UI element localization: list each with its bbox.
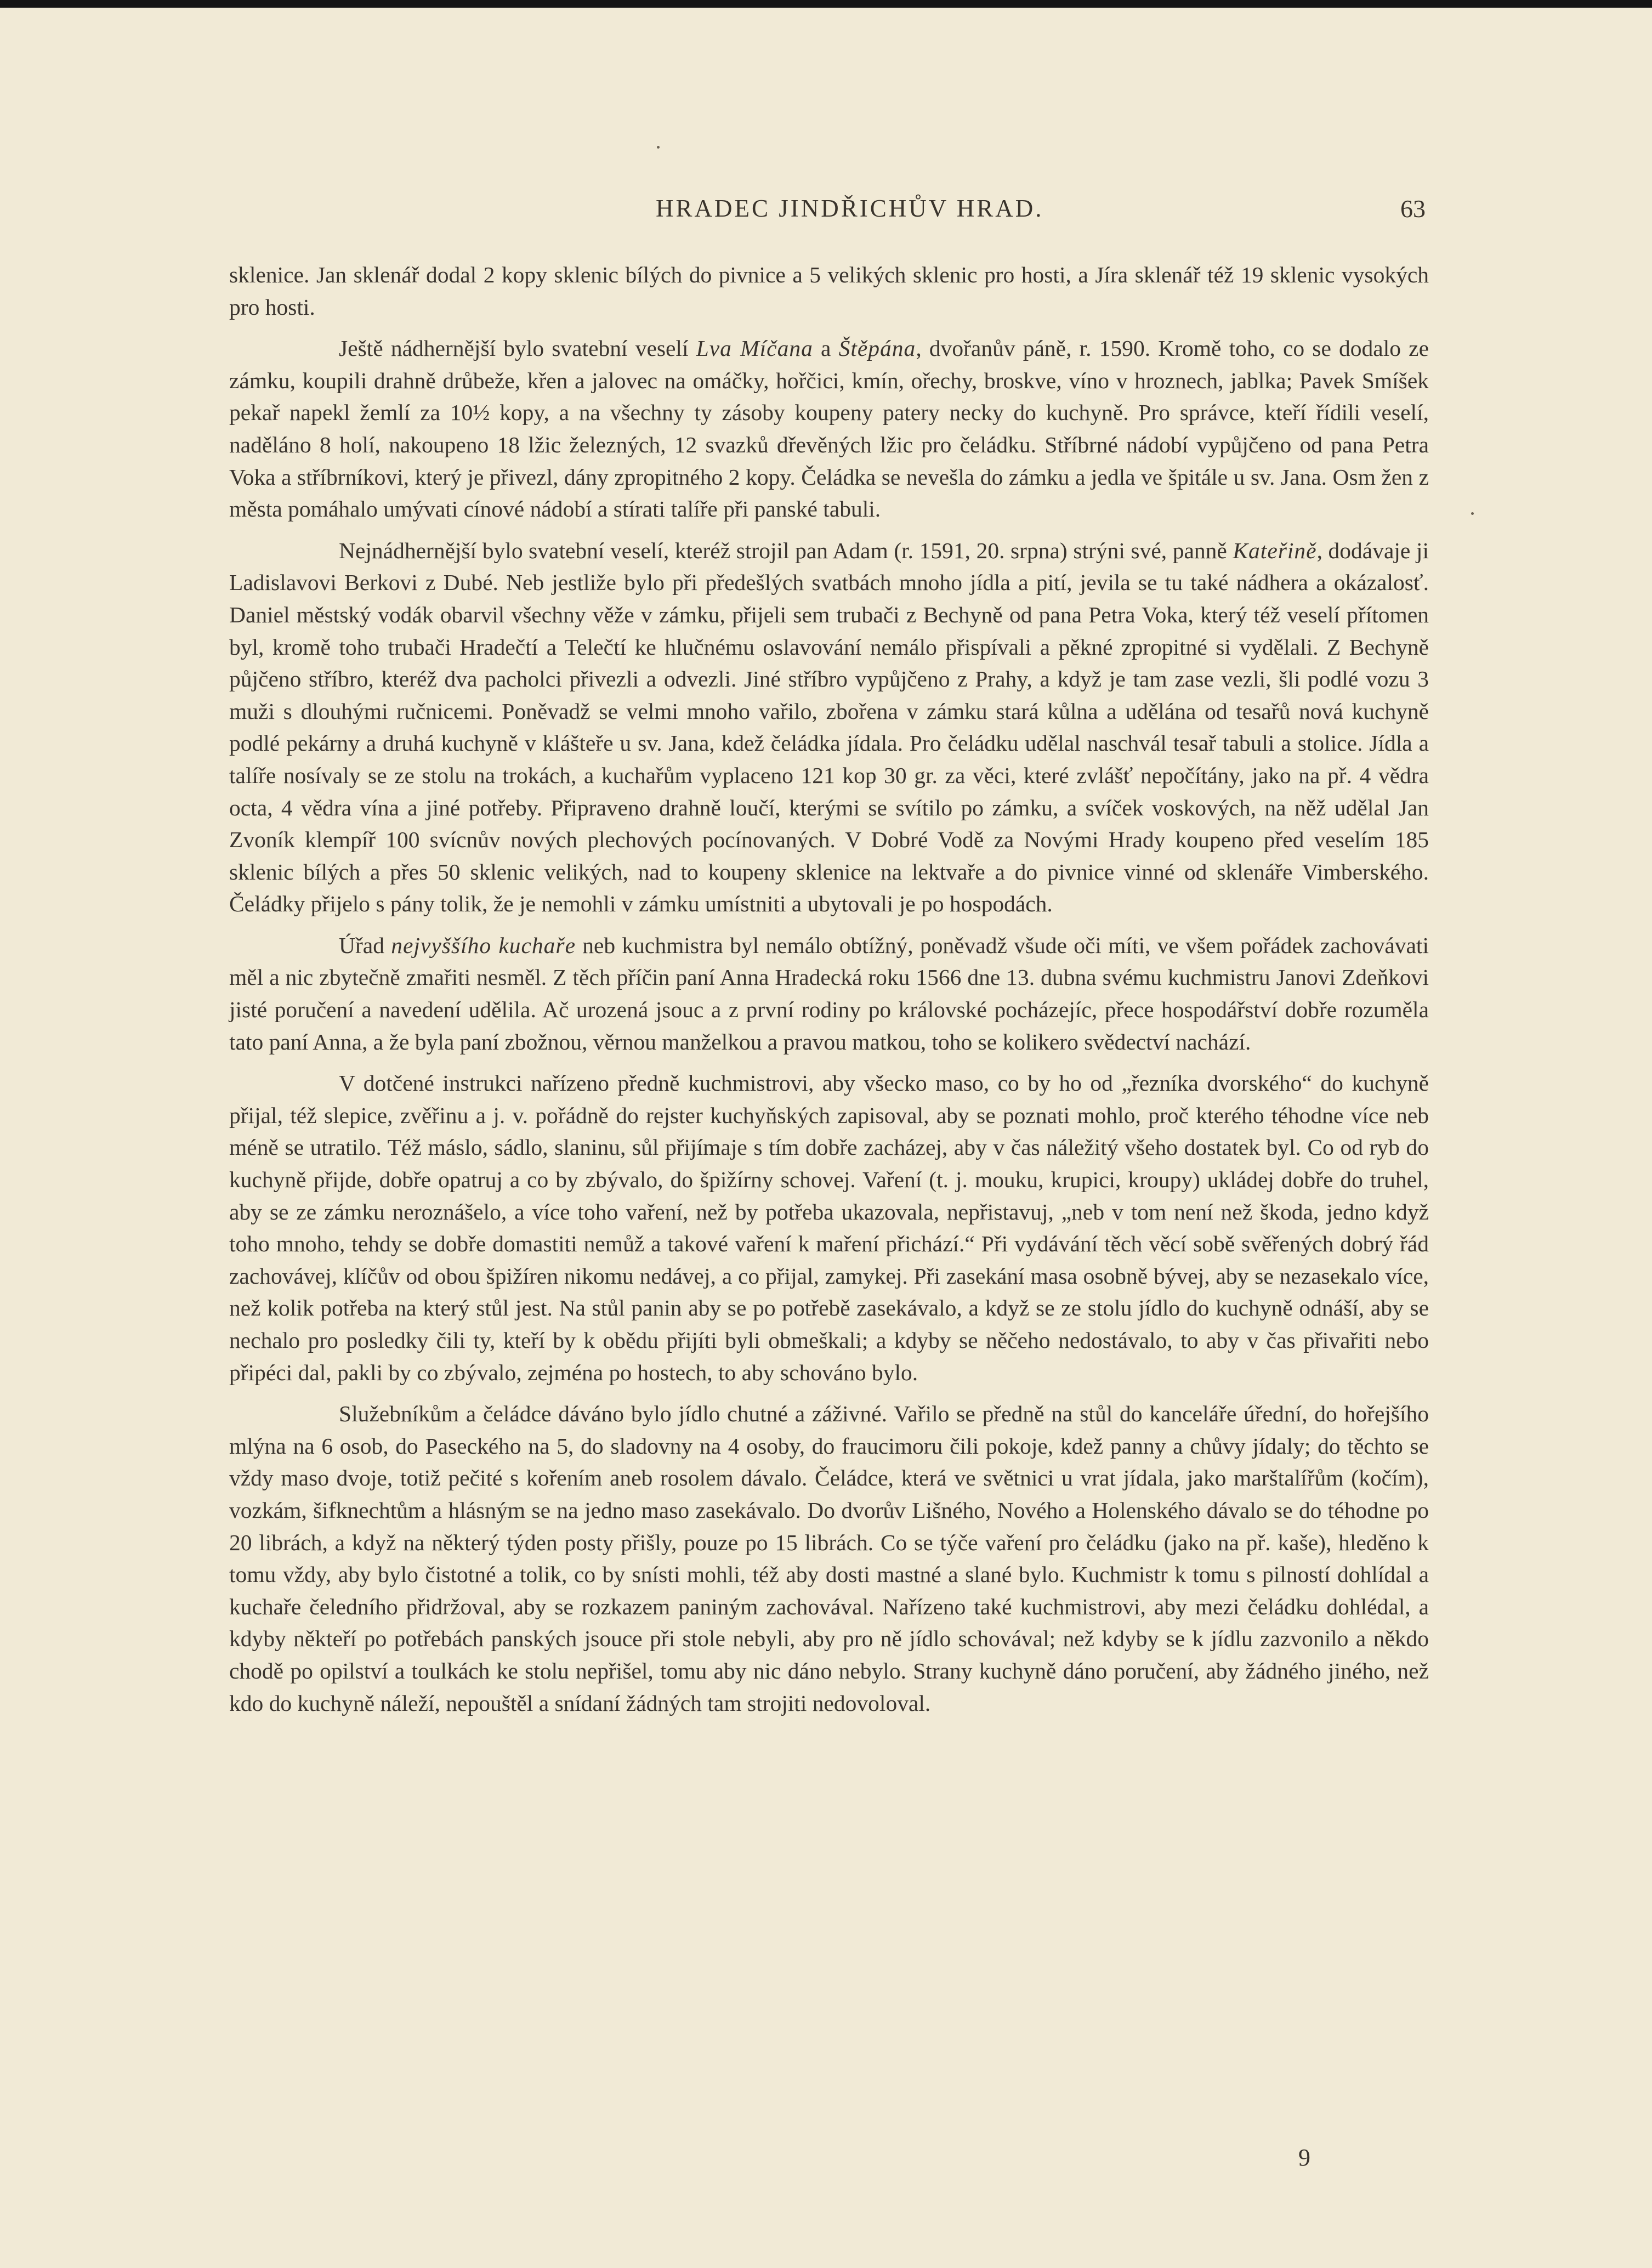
paragraph-text: , dvořanův páně, r. 1590. Kromě toho, co se dodalo ze zámku, koupili drahně drůbeže, křen a jalovec na omáčky, hořčici, kmín, ořechy, broskve, víno v hroznech, jablka; Pavek Smíšek pekař napekl žemlí za 10½ kopy, a na všechny ty zásoby koupeny patery necky do kuchyně. Pro správce, kteří řídili veselí, naděláno 8 holí, nakoupeno 18 lžic železných, 12 svazků dřevěných lžic pro čeládku. Stříbrné nádobí vypůjčeno od pana Petra Voka a stříbrníkovi, který je přivezl, dány zpropitného 2 kopy. Čeládka se nevešla do zámku a jedla ve špitále u sv. Jana. Osm žen z města pomáhalo umývati cínové nádobí a stírati talíře při panské tabuli. [229, 336, 1429, 522]
paragraph-text: Nejnádhernější bylo svatební veselí, kteréž strojil pan Adam (r. 1591, 20. srpna) strýni své, panně [339, 537, 1233, 563]
paragraph-text: Služebníkům a čeládce dáváno bylo jídlo chutné a záživné. Vařilo se předně na stůl do kanceláře úřední, do hořejšího mlýna na 6 osob, do Paseckého na 5, do sladovny na 4 osoby, do fraucimoru čili pokoje, kdež panny a chůvy jídaly; do těchto se vždy maso dvoje, totiž pečité s kořením aneb rosolem dávalo. Čeládce, která ve světnici u vrat jídala, jako marštalířům (kočím), vozkám, šifknechtům a hlásným se na jedno maso zasekávalo. Do dvorův Lišného, Nového a Holenského dávalo se do téhodne po 20 librách, a když na některý týden posty přišly, pouze po 15 librách. Co se týče vaření pro čeládku (jako na př. kaše), hleděno k tomu vždy, aby bylo čistotné a tolik, co by snísti mohli, též aby dosti mastné a slané bylo. Kuchmistr k tomu s pilností dohlídal a kuchaře čeledního přidržoval, aby se rozkazem paniným zachovával. Nařízeno také kuchmistrovi, aby mezi čeládku dohlédal, a kdyby někteří po potřebách panských jsouce při stole nebyli, aby pro ně jídlo schovával; než kdyby se k jídlu zazvonilo a někdo chodě po opilství a toulkách ke stolu nepřišel, tomu aby nic dáno nebylo. Strany kuchyně dáno poručení, aby žádného jiného, než kdo do kuchyně náleží, nepouštěl a snídaní žádných tam strojiti nedovoloval. [229, 1401, 1429, 1716]
page-number: 63 [1400, 195, 1426, 223]
emphasized-term: nejvyššího kuchaře [391, 932, 576, 958]
running-title: HRADEC JINDŘICHŮV HRAD. [656, 195, 1044, 222]
paragraph [229, 1067, 1429, 1388]
paragraph [229, 929, 1429, 1058]
paragraph-text: V dotčené instrukci nařízeno předně kuchmistrovi, aby všecko maso, co by ho od „řezníka dvorského“ do kuchyně přijal, též slepice, zvěřinu a j. v. pořádně do rejster kuchyňských zapisoval, aby se poznati mohlo, proč kterého téhodne více neb méně se utratilo. Též máslo, sádlo, slaninu, sůl přijímaje s tím dobře zacházej, aby v čas náležitý všeho dostatek byl. Co od ryb do kuchyně přijde, dobře opatruj a co by zbývalo, do špižírny schovej. Vaření (t. j. mouku, krupici, kroupy) ukládej dobře do truhel, aby se ze zámku neroznášelo, a více toho vaření, než by potřeba ukazovala, nepřistavuj, „neb v tom není než škoda, jedno když toho mnoho, tehdy se dobře domastiti nemůž a takové vaření k maření přichází.“ Při vydávání těch věcí sobě svěřených dobrý řád zachovávej, klíčův od obou špižíren nikomu nedávej, a co přijal, zamykej. Při zasekání masa osobně bývej, aby se nezasekalo více, než kolik potřeba na který stůl jest. Na stůl panin aby se po potřebě zasekávalo, a když se ze stolu jídlo do kuchyně odnáší, aby se nechalo pro posledky čili ty, kteří by k obědu přijíti byli obmeškali; a kdyby se něčeho nedostávalo, to aby v čas přivařiti nebo připéci dal, pakli by co zbývalo, zejména po hostech, to aby schováno bylo. [229, 1070, 1429, 1385]
print-speck [1471, 512, 1474, 515]
signature-mark: 9 [1298, 2144, 1310, 2171]
paragraph-text: Úřad [339, 932, 391, 958]
personal-name: Lva Míčana [696, 336, 813, 361]
paragraph [229, 332, 1429, 525]
paragraph-text: neb kuchmistra byl nemálo obtížný, poněvadž všude oči míti, ve všem pořádek zachovávati měl a nic zbytečně zmařiti nesměl. Z těch příčin paní Anna Hradecká roku 1566 dne 13. dubna svému kuchmistru Janovi Zdeňkovi jisté poručení a navedení udělila. Ač urozená jsouc a z první rodiny po královské pocházejíc, přece hospodářství dobře rozuměla tato paní Anna, a že byla paní zbožnou, věrnou manželkou a pravou matkou, toho se kolikero svědectví nachází. [229, 932, 1429, 1054]
paragraph [229, 1398, 1429, 1719]
book-page [0, 8, 1652, 2268]
paragraph [229, 259, 1429, 323]
paragraph-text: , dodávaje ji Ladislavovi Berkovi z Dubé. Neb jestliže bylo při předešlých svatbách mnoho jídla a pití, jevila se tu také nádhera a okázalosť. Daniel městský vodák obarvil všechny věže v zámku, přijeli sem trubači z Bechyně od pana Petra Voka, který též veselí přítomen byl, kromě toho trubači Hradečtí a Telečtí ke hlučnému oslavování nemálo přispívali a pěkné zpropitné si vydělali. Z Bechyně půjčeno stříbro, kteréž dva pacholci přivezli a odvezli. Jiné stříbro vypůjčeno z Prahy, a když je tam zase vezli, šli podlé vozu 3 muži s dlouhými ručnicemi. Poněvadž se velmi mnoho vařilo, zbořena v zámku stará kůlna a udělána od tesařů nová kuchyně podlé pekárny a druhá kuchyně v klášteře u sv. Jana, kdež čeládka jídala. Pro čeládku udělal naschvál tesař tabuli a stolice. Jídla a talíře nosívaly se ze stolu na trokách, a kuchařům vyplaceno 121 kop 30 gr. za věci, které zvlášť nepočítány, jako na př. 4 vědra octa, 4 vědra vína a jiné potřeby. Připraveno drahně loučí, kterými se svítilo po zámku, a svíček voskových, na něž udělal Jan Zvoník klempíř 100 svícnův nových plechových pocínovaných. V Dobré Vodě za Novými Hrady koupeno před veselím 185 sklenic bílých a přes 50 sklenic velikých, nad to koupeny sklenice na lektvaře a do pivnice vinné od sklenáře Vimberského. Čeládky přijelo s pány tolik, že je nemohli v zámku umístniti a ubytovali je po hospodách. [229, 537, 1429, 917]
body-text [229, 259, 1429, 1728]
paragraph-text: sklenice. Jan sklenář dodal 2 kopy sklenic bílých do pivnice a 5 velikých sklenic pro hosti, a Jíra sklenář též 19 sklenic vysokých pro hosti. [229, 262, 1429, 320]
paragraph [229, 535, 1429, 920]
paragraph-text: Ještě nádhernější bylo svatební veselí [339, 336, 696, 361]
personal-name: Kateřině [1233, 537, 1317, 563]
paragraph-text: a [813, 336, 839, 361]
print-speck [657, 146, 660, 149]
personal-name: Štěpána [838, 336, 916, 361]
running-head [0, 189, 1652, 227]
